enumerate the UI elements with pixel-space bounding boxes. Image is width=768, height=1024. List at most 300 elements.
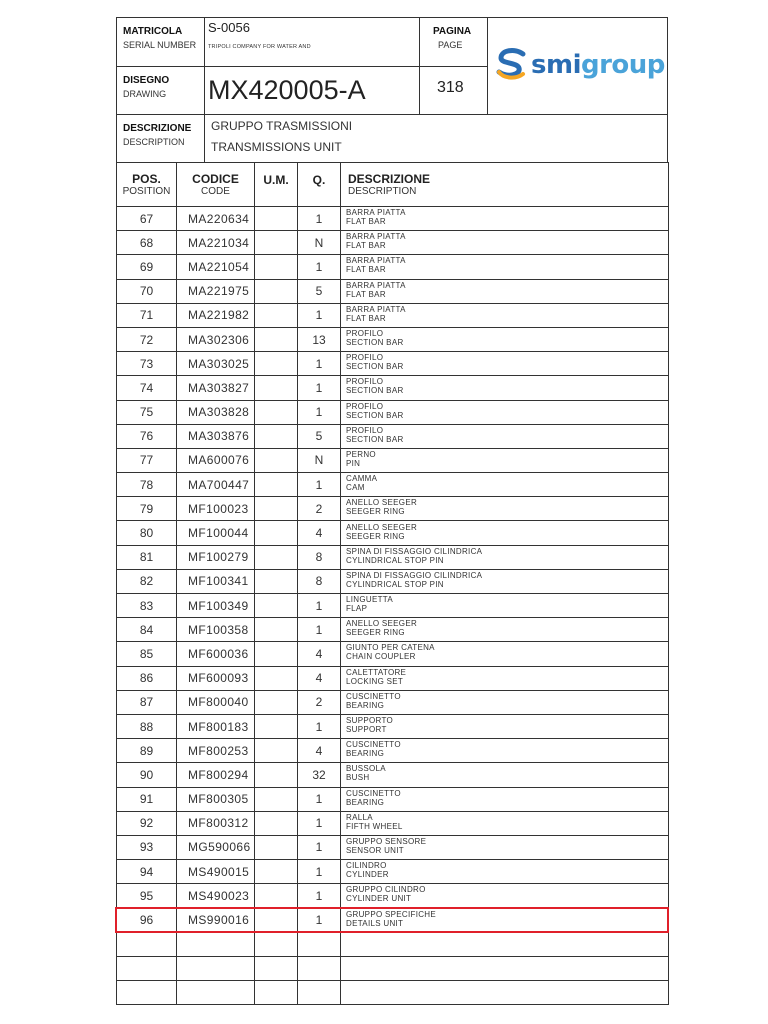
row-description-it: BUSSOLA: [346, 764, 386, 774]
row-quantity: 13: [298, 327, 341, 351]
row-um: [255, 352, 298, 376]
col-desc-it: DESCRIZIONE: [348, 171, 431, 186]
table-row: [117, 835, 669, 859]
serial-label-it: MATRICOLA: [123, 26, 183, 37]
row-code: MS490023: [177, 884, 255, 908]
row-description: [341, 521, 669, 545]
row-um: [255, 763, 298, 787]
row-position: 68: [117, 231, 177, 255]
page-label-en: PAGE: [438, 40, 463, 50]
row-quantity: 1: [298, 860, 341, 884]
row-code: MA303828: [177, 400, 255, 424]
row-code: MF100023: [177, 497, 255, 521]
col-header-position: [117, 163, 177, 207]
row-code: MA221034: [177, 231, 255, 255]
row-position: 70: [117, 279, 177, 303]
row-code: MF600093: [177, 666, 255, 690]
row-description-en: BEARING: [346, 700, 385, 710]
serial-value-cell: [205, 18, 420, 67]
row-quantity: 1: [298, 908, 341, 932]
row-um: [255, 545, 298, 569]
row-um: [255, 618, 298, 642]
parts-list-sheet: [116, 17, 668, 1001]
row-code: [177, 956, 255, 980]
table-row: [117, 303, 669, 327]
row-position: 77: [117, 448, 177, 472]
customer-name: TRIPOLI COMPANY FOR WATER AND: [208, 44, 311, 50]
row-quantity: 4: [298, 666, 341, 690]
row-description-en: CHAIN COUPLER: [346, 652, 416, 662]
table-row: [117, 787, 669, 811]
row-code: [177, 932, 255, 956]
table-row: [117, 400, 669, 424]
row-quantity: 1: [298, 376, 341, 400]
table-row: [117, 956, 669, 980]
row-code: MS990016: [177, 908, 255, 932]
row-quantity: [298, 981, 341, 1005]
row-description-it: GRUPPO SPECIFICHE: [346, 909, 437, 919]
row-description-it: PROFILO: [346, 401, 384, 411]
row-um: [255, 860, 298, 884]
row-um: [255, 884, 298, 908]
col-qty: Q.: [312, 172, 326, 187]
col-header-um: [255, 163, 298, 207]
row-description-en: SECTION BAR: [346, 362, 404, 372]
row-description-it: CAMMA: [346, 474, 378, 484]
row-um: [255, 497, 298, 521]
drawing-label-it: DISEGNO: [123, 75, 170, 86]
parts-table: [116, 162, 669, 1005]
table-row: [117, 618, 669, 642]
col-code-it: CODICE: [192, 171, 239, 186]
row-code: MF100358: [177, 618, 255, 642]
serial-label-en: SERIAL NUMBER: [123, 40, 197, 50]
row-description: [341, 352, 669, 376]
table-row: [117, 521, 669, 545]
row-code: MA221975: [177, 279, 255, 303]
row-description-it: CUSCINETTO: [346, 740, 401, 750]
row-description-en: FIFTH WHEEL: [346, 821, 403, 831]
company-logo: [495, 48, 665, 82]
row-description: [341, 981, 669, 1005]
row-code: MF800253: [177, 739, 255, 763]
row-position: [117, 981, 177, 1005]
col-header-code: [177, 163, 255, 207]
col-pos-it: POS.: [132, 171, 161, 186]
row-description: [341, 207, 669, 231]
row-code: MA302306: [177, 327, 255, 351]
row-position: 71: [117, 303, 177, 327]
table-row: [117, 690, 669, 714]
row-description-it: BARRA PIATTA: [346, 256, 406, 266]
row-quantity: 1: [298, 811, 341, 835]
row-quantity: 1: [298, 594, 341, 618]
logo-text-group: group: [580, 50, 665, 80]
row-quantity: 32: [298, 763, 341, 787]
row-position: 90: [117, 763, 177, 787]
row-description: [341, 545, 669, 569]
row-position: 81: [117, 545, 177, 569]
row-quantity: 1: [298, 473, 341, 497]
row-um: [255, 473, 298, 497]
table-row: [117, 569, 669, 593]
row-description-it: SUPPORTO: [346, 716, 394, 726]
row-code: MF800040: [177, 690, 255, 714]
row-code: MA220634: [177, 207, 255, 231]
row-quantity: 4: [298, 739, 341, 763]
row-quantity: 5: [298, 424, 341, 448]
row-code: MA303876: [177, 424, 255, 448]
row-position: 80: [117, 521, 177, 545]
row-um: [255, 424, 298, 448]
row-code: MF100044: [177, 521, 255, 545]
page-number: 318: [437, 79, 464, 96]
row-um: [255, 400, 298, 424]
row-description: [341, 763, 669, 787]
row-code: MF800305: [177, 787, 255, 811]
table-row: [117, 207, 669, 231]
row-description-it: PROFILO: [346, 353, 384, 363]
row-code: MS490015: [177, 860, 255, 884]
row-position: [117, 932, 177, 956]
row-um: [255, 787, 298, 811]
row-um: [255, 279, 298, 303]
row-quantity: 1: [298, 255, 341, 279]
drawing-label-cell: [117, 67, 205, 115]
table-row: [117, 908, 669, 932]
row-description-en: SEEGER RING: [346, 628, 405, 638]
row-description-it: CUSCINETTO: [346, 691, 401, 701]
row-description-en: FLAT BAR: [346, 313, 386, 323]
row-description-it: PROFILO: [346, 425, 384, 435]
row-position: 79: [117, 497, 177, 521]
row-description-it: BARRA PIATTA: [346, 280, 406, 290]
row-quantity: 1: [298, 835, 341, 859]
row-quantity: [298, 956, 341, 980]
row-quantity: 1: [298, 787, 341, 811]
row-um: [255, 376, 298, 400]
row-description: [341, 787, 669, 811]
table-row: [117, 231, 669, 255]
row-description: [341, 714, 669, 738]
row-description-en: FLAT BAR: [346, 265, 386, 275]
row-code: MA303827: [177, 376, 255, 400]
row-position: 72: [117, 327, 177, 351]
row-description-en: CYLINDRICAL STOP PIN: [346, 579, 444, 589]
desc-label-it: DESCRIZIONE: [123, 123, 192, 134]
row-code: MA221054: [177, 255, 255, 279]
row-um: [255, 303, 298, 327]
row-code: MF800312: [177, 811, 255, 835]
row-quantity: [298, 932, 341, 956]
logo-text-smi: smi: [531, 50, 581, 80]
table-row: [117, 714, 669, 738]
table-row: [117, 545, 669, 569]
row-position: 83: [117, 594, 177, 618]
row-position: 67: [117, 207, 177, 231]
table-row: [117, 763, 669, 787]
row-description-en: SECTION BAR: [346, 434, 404, 444]
row-description-en: SENSOR UNIT: [346, 845, 404, 855]
row-code: MF800294: [177, 763, 255, 787]
row-quantity: 4: [298, 521, 341, 545]
row-description: [341, 473, 669, 497]
row-description: [341, 594, 669, 618]
row-quantity: N: [298, 231, 341, 255]
row-position: [117, 956, 177, 980]
row-description-it: BARRA PIATTA: [346, 304, 406, 314]
row-position: 87: [117, 690, 177, 714]
row-code: MA221982: [177, 303, 255, 327]
row-position: 76: [117, 424, 177, 448]
row-description: [341, 497, 669, 521]
row-description-it: CUSCINETTO: [346, 788, 401, 798]
row-description-en: DETAILS UNIT: [346, 918, 404, 928]
row-description-en: CYLINDRICAL STOP PIN: [346, 555, 444, 565]
row-code: MA600076: [177, 448, 255, 472]
row-position: 78: [117, 473, 177, 497]
row-code: MF100341: [177, 569, 255, 593]
col-pos-en: POSITION: [122, 185, 171, 197]
table-row: [117, 666, 669, 690]
row-description-en: SUPPORT: [346, 725, 387, 735]
row-quantity: 2: [298, 690, 341, 714]
table-row: [117, 497, 669, 521]
desc-label-en: DESCRIPTION: [123, 137, 185, 147]
row-description: [341, 448, 669, 472]
row-description-en: BEARING: [346, 749, 385, 759]
row-code: MF100279: [177, 545, 255, 569]
row-um: [255, 231, 298, 255]
row-description: [341, 690, 669, 714]
serial-number: S-0056: [208, 20, 250, 35]
drawing-value-cell: [205, 67, 420, 115]
col-desc-en: DESCRIPTION: [348, 185, 417, 197]
row-quantity: 1: [298, 618, 341, 642]
col-header-description: [341, 163, 669, 207]
row-description-en: FLAT BAR: [346, 241, 386, 251]
row-description: [341, 884, 669, 908]
row-description-en: CYLINDER UNIT: [346, 894, 412, 904]
row-code: MF600036: [177, 642, 255, 666]
row-description: [341, 376, 669, 400]
row-quantity: 1: [298, 400, 341, 424]
col-um: U.M.: [263, 172, 289, 187]
row-position: 84: [117, 618, 177, 642]
row-position: 69: [117, 255, 177, 279]
row-quantity: 2: [298, 497, 341, 521]
page-label-it: PAGINA: [433, 26, 472, 37]
row-position: 85: [117, 642, 177, 666]
row-description-en: SEEGER RING: [346, 507, 405, 517]
row-description-it: ANELLO SEEGER: [346, 522, 418, 532]
table-row: [117, 448, 669, 472]
row-um: [255, 255, 298, 279]
row-quantity: 4: [298, 642, 341, 666]
row-um: [255, 956, 298, 980]
row-position: 86: [117, 666, 177, 690]
table-row: [117, 352, 669, 376]
row-position: 74: [117, 376, 177, 400]
row-description-it: CALETTATORE: [346, 667, 407, 677]
row-position: 95: [117, 884, 177, 908]
row-description-it: PROFILO: [346, 377, 384, 387]
row-description: [341, 231, 669, 255]
row-description-it: LINGUETTA: [346, 595, 394, 605]
table-row: [117, 981, 669, 1005]
row-description-en: FLAT BAR: [346, 217, 386, 227]
row-description-it: ANELLO SEEGER: [346, 619, 418, 629]
drawing-label-en: DRAWING: [123, 89, 167, 99]
row-description: [341, 666, 669, 690]
row-description-it: ANELLO SEEGER: [346, 498, 418, 508]
table-row: [117, 424, 669, 448]
table-row: [117, 932, 669, 956]
row-description-it: CILINDRO: [346, 861, 387, 871]
table-row: [117, 739, 669, 763]
table-row: [117, 473, 669, 497]
row-quantity: N: [298, 448, 341, 472]
row-position: 92: [117, 811, 177, 835]
col-code-en: CODE: [201, 185, 230, 197]
drawing-number: MX420005-A: [208, 75, 366, 105]
row-position: 94: [117, 860, 177, 884]
row-position: 88: [117, 714, 177, 738]
row-um: [255, 690, 298, 714]
row-description: [341, 835, 669, 859]
row-um: [255, 981, 298, 1005]
desc-value-cell: [205, 115, 668, 163]
row-position: 91: [117, 787, 177, 811]
desc-label-cell: [117, 115, 205, 163]
row-code: MF100349: [177, 594, 255, 618]
table-row: [117, 376, 669, 400]
row-description: [341, 932, 669, 956]
row-quantity: 1: [298, 303, 341, 327]
table-row: [117, 594, 669, 618]
row-description-it: PERNO: [346, 449, 376, 459]
row-description-en: LOCKING SET: [346, 676, 404, 686]
row-description: [341, 908, 669, 932]
col-header-qty: [298, 163, 341, 207]
row-code: MF800183: [177, 714, 255, 738]
row-quantity: 1: [298, 884, 341, 908]
row-description-en: SECTION BAR: [346, 338, 404, 348]
row-description: [341, 642, 669, 666]
row-description: [341, 327, 669, 351]
row-description-it: GIUNTO PER CATENA: [346, 643, 435, 653]
row-description-it: SPINA DI FISSAGGIO CILINDRICA: [346, 570, 483, 580]
row-position: 89: [117, 739, 177, 763]
row-description-en: BEARING: [346, 797, 385, 807]
table-row: [117, 327, 669, 351]
smi-swirl-icon: [495, 48, 531, 82]
assembly-description-en: TRANSMISSIONS UNIT: [211, 140, 342, 154]
row-description: [341, 303, 669, 327]
row-description-en: SECTION BAR: [346, 386, 404, 396]
row-description: [341, 569, 669, 593]
row-um: [255, 714, 298, 738]
row-um: [255, 569, 298, 593]
row-um: [255, 327, 298, 351]
row-description-it: RALLA: [346, 812, 373, 822]
row-description-en: SECTION BAR: [346, 410, 404, 420]
row-description: [341, 400, 669, 424]
row-description: [341, 811, 669, 835]
row-um: [255, 642, 298, 666]
row-quantity: 5: [298, 279, 341, 303]
row-description-it: SPINA DI FISSAGGIO CILINDRICA: [346, 546, 483, 556]
row-quantity: 8: [298, 545, 341, 569]
row-um: [255, 811, 298, 835]
row-description-en: PIN: [346, 458, 361, 468]
row-code: MG590066: [177, 835, 255, 859]
row-description: [341, 424, 669, 448]
table-row: [117, 884, 669, 908]
row-position: 75: [117, 400, 177, 424]
row-description-en: CAM: [346, 483, 365, 493]
row-description-it: BARRA PIATTA: [346, 208, 406, 218]
row-um: [255, 908, 298, 932]
row-um: [255, 448, 298, 472]
row-description-it: GRUPPO SENSORE: [346, 836, 427, 846]
row-um: [255, 835, 298, 859]
row-um: [255, 932, 298, 956]
row-position: 93: [117, 835, 177, 859]
table-header-row: [117, 163, 669, 207]
row-description-it: BARRA PIATTA: [346, 232, 406, 242]
row-code: MA700447: [177, 473, 255, 497]
table-row: [117, 860, 669, 884]
row-um: [255, 666, 298, 690]
page-value-cell: [420, 67, 488, 115]
row-description-en: FLAT BAR: [346, 289, 386, 299]
row-quantity: 1: [298, 207, 341, 231]
row-description-en: SEEGER RING: [346, 531, 405, 541]
row-description: [341, 956, 669, 980]
title-block: [116, 17, 668, 163]
row-description: [341, 739, 669, 763]
assembly-description-it: GRUPPO TRASMISSIONI: [211, 119, 353, 133]
row-description-en: BUSH: [346, 773, 370, 783]
row-um: [255, 207, 298, 231]
row-quantity: 1: [298, 352, 341, 376]
row-description: [341, 255, 669, 279]
serial-label-cell: [117, 18, 205, 67]
row-description-en: FLAP: [346, 604, 368, 614]
row-code: [177, 981, 255, 1005]
row-quantity: 8: [298, 569, 341, 593]
row-position: 82: [117, 569, 177, 593]
row-description-en: CYLINDER: [346, 870, 389, 880]
row-um: [255, 739, 298, 763]
row-description-it: PROFILO: [346, 329, 384, 339]
row-position: 73: [117, 352, 177, 376]
table-row: [117, 642, 669, 666]
row-description: [341, 618, 669, 642]
row-quantity: 1: [298, 714, 341, 738]
row-code: MA303025: [177, 352, 255, 376]
row-description: [341, 860, 669, 884]
page-label-cell: [420, 18, 488, 67]
row-um: [255, 521, 298, 545]
row-um: [255, 594, 298, 618]
table-row: [117, 279, 669, 303]
row-position: 96: [117, 908, 177, 932]
table-row: [117, 255, 669, 279]
row-description: [341, 279, 669, 303]
table-row: [117, 811, 669, 835]
